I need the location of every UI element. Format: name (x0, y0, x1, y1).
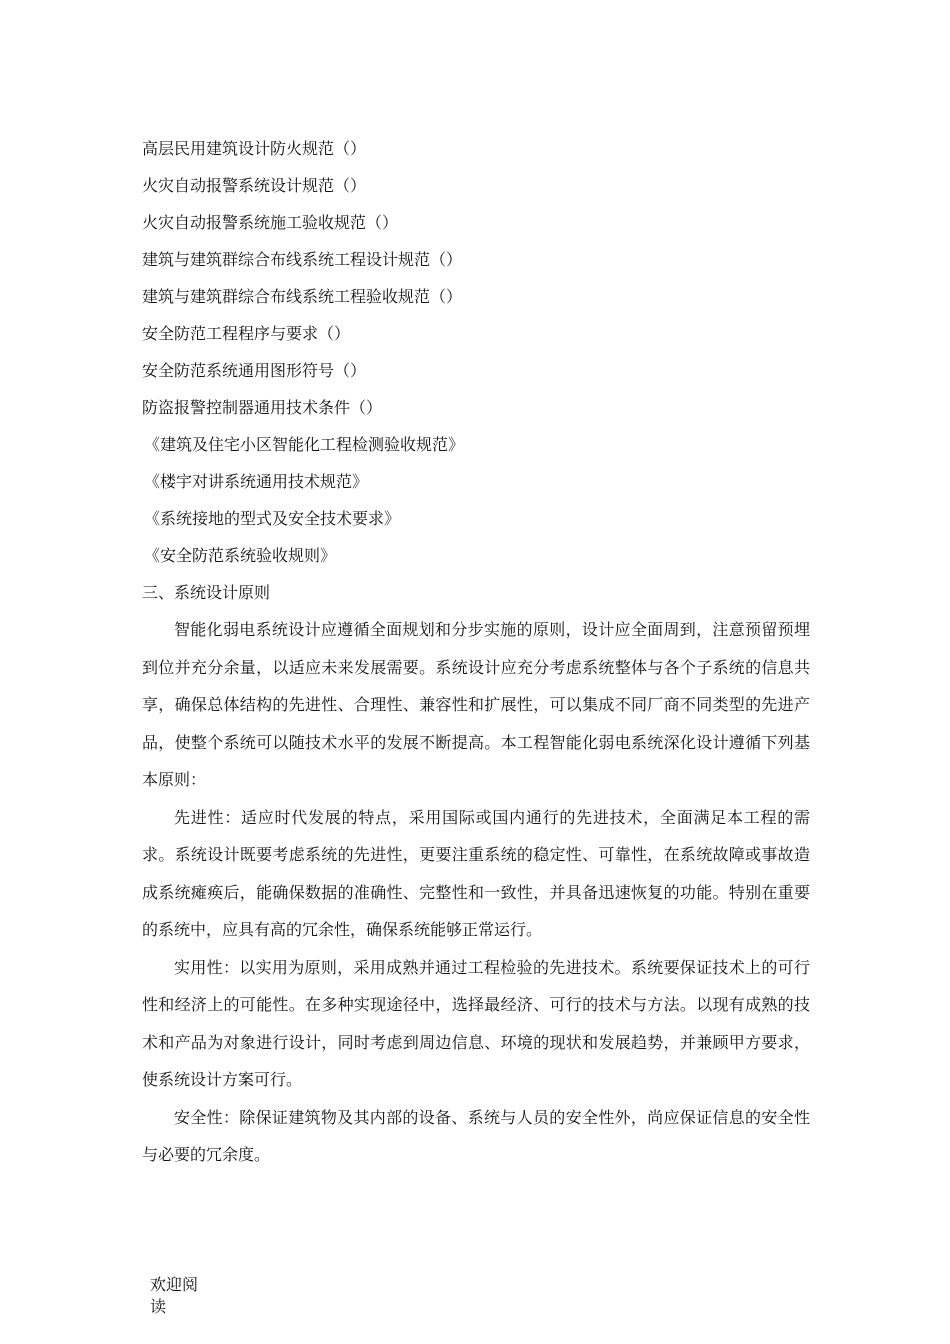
reference-item: 建筑与建筑群综合布线系统工程验收规范（） (142, 287, 463, 306)
reference-item: 高层民用建筑设计防火规范（） (142, 139, 367, 158)
reference-item: 火灾自动报警系统设计规范（） (142, 176, 367, 195)
reference-item: 安全防范系统通用图形符号（） (142, 361, 367, 380)
reference-item: 《楼宇对讲系统通用技术规范》 (144, 472, 369, 491)
paragraph-intro: 智能化弱电系统设计应遵循全面规划和分步实施的原则，设计应全面周到，注意预留预埋到位并充分余量，以适应未来发展需要。系统设计应充分考虑系统整体与各个子系统的信息共享，确保总体结构的先进性、合理性、兼容性和扩展性，可以集成不同厂商不同类型的先进产品，使整个系统可以随技术水平的发展不断提高。本工程智能化弱电系统深化设计遵循下列基本原则： (142, 620, 810, 789)
reference-item: 火灾自动报警系统施工验收规范（） (142, 213, 399, 232)
reference-list (142, 130, 810, 574)
footer-note: 欢迎阅读 (150, 1275, 199, 1316)
paragraph-security: 安全性：除保证建筑物及其内部的设备、系统与人员的安全性外，尚应保证信息的安全性与必要的冗余度。 (142, 1107, 810, 1164)
reference-item: 《安全防范系统验收规则》 (144, 546, 337, 565)
paragraph-advanced: 先进性：适应时代发展的特点，采用国际或国内通行的先进技术，全面满足本工程的需求。系统设计既要考虑系统的先进性，更要注重系统的稳定性、可靠性，在系统故障或事故造成系统瘫痪后，能确保数据的准确性、完整性和一致性，并具备迅速恢复的功能。特别在重要的系统中，应具有高的冗余性，确保系统能够正常运行。 (142, 807, 810, 939)
document-body (142, 130, 810, 1174)
reference-item: 《建筑及住宅小区智能化工程检测验收规范》 (144, 435, 465, 454)
reference-item: 安全防范工程程序与要求（） (142, 324, 351, 343)
reference-item: 《系统接地的型式及安全技术要求》 (144, 509, 401, 528)
reference-item: 建筑与建筑群综合布线系统工程设计规范（） (142, 250, 463, 269)
paragraph-practical: 实用性：以实用为原则，采用成熟并通过工程检验的先进技术。系统要保证技术上的可行性和经济上的可能性。在多种实现途径中，选择最经济、可行的技术与方法。以现有成熟的技术和产品为对象进行设计，同时考虑到周边信息、环境的现状和发展趋势，并兼顾甲方要求，使系统设计方案可行。 (142, 957, 810, 1089)
reference-item: 防盗报警控制器通用技术条件（） (142, 398, 383, 417)
section-heading: 三、系统设计原则 (142, 583, 271, 602)
